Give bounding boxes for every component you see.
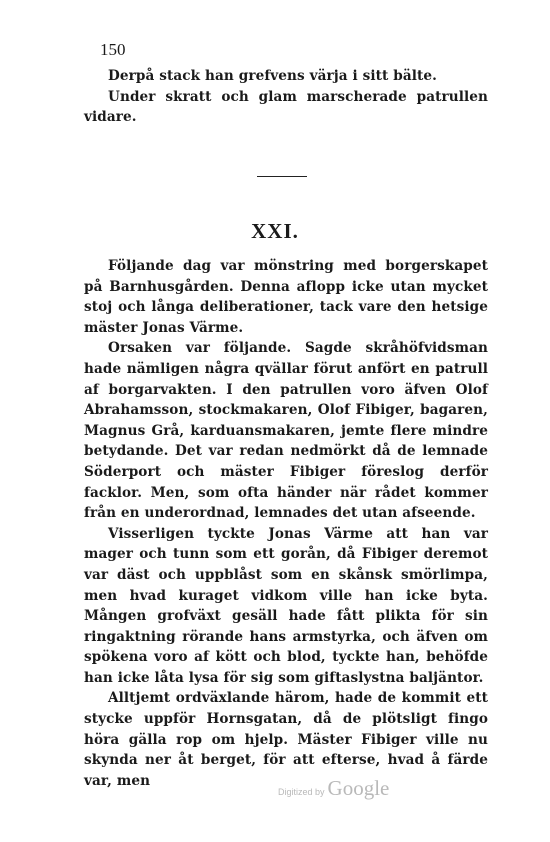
paragraph: Derpå stack han grefvens värja i sitt bälte. xyxy=(108,68,437,84)
watermark-prefix: Digitized by xyxy=(278,787,325,797)
paragraph: Följande dag var mönstring med borgerskapet på Barnhusgården. Denna aflopp icke utan mycket stoj och långa deliberationer, tack vare den hetsige mäster Jonas Värme. xyxy=(84,258,488,336)
top-text-block xyxy=(84,66,488,128)
paragraph: Under skratt och glam marscherade patrullen vidare. xyxy=(84,88,488,126)
google-logo: Google xyxy=(327,776,390,800)
paragraph: Visserligen tyckte Jonas Värme att han var mager och tunn som ett gorån, då Fibiger deremot var däst och uppblåst som en skånsk smörlimpa, men hvad kuraget vidkom ville han icke byta. Mången grofväxt gesäll hade fått plikta för sin ringaktning rörande hans armstyrka, och äfven om spökena voro af kött och blod, tyckte han, behöfde han icke låta lysa för sig som giftaslystna baljäntor. xyxy=(84,525,488,686)
page-number: 150 xyxy=(100,40,126,59)
chapter-title: XXI. xyxy=(251,219,299,243)
paragraph: Orsaken var följande. Sagde skråhöfvidsman hade nämligen några qvällar förut anfört en patrull af borgarvakten. I den patrullen voro äfven Olof Abrahamsson, stockmakaren, Olof Fibiger, bagaren, Magnus Grå, karduansmakaren, jemte flere mindre betydande. Det var redan nedmörkt då de lemnade Söderport och mäster Fibiger föreslog derför facklor. Men, som ofta händer när rådet kommer från en underordnad, lemnades det utan afseende. xyxy=(84,340,488,522)
digitized-by-watermark xyxy=(278,776,389,801)
chapter-body xyxy=(84,256,488,791)
section-divider xyxy=(257,176,307,177)
paragraph: Alltjemt ordväxlande härom, hade de kommit ett stycke uppför Hornsgatan, då de plötsligt fingo höra gälla rop om hjelp. Mäster Fibiger ville nu skynda ner åt berget, för att efterse, hvad å färde var, men xyxy=(84,690,488,789)
